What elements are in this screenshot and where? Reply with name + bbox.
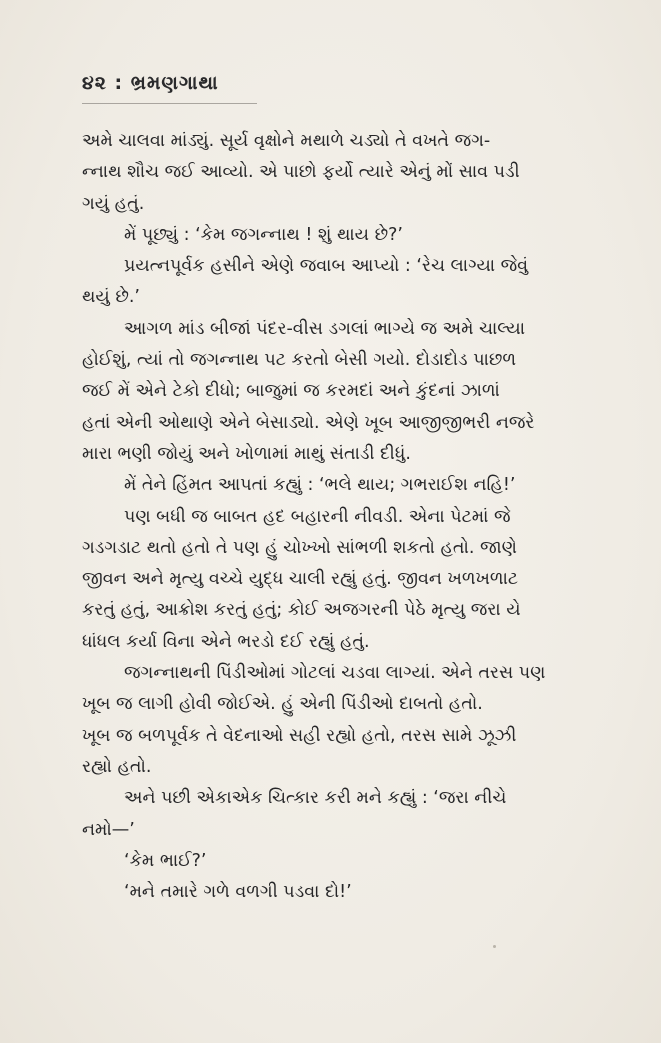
header-rule: [82, 103, 257, 104]
text-line: ગયું હતું.: [82, 193, 145, 214]
text-line: પણ બધી જ બાબત હદ બહારની નીવડી. એના પેટમાં જે: [124, 506, 511, 527]
text-line: મેં તેને હિંમત આપતાં કહ્યું : ‘ભલે થાય; ગભરાઈશ નહિ!’: [124, 475, 516, 496]
text-line: હતાં એની ઓથાણે એને બેસાડ્યો. એણે ખૂબ આજીજીભરી નજરે: [82, 412, 535, 433]
text-line: ‘મને તમારે ગળે વળગી પડવા દો!’: [124, 882, 352, 903]
text-line: આગળ માંડ બીજાં પંદર-વીસ ડગલાં ભાગ્યે જ અમે ચાલ્યા: [124, 318, 525, 339]
text-line: મારા ભણી જોયું અને ખોળામાં માથું સંતાડી દીધું.: [82, 443, 411, 464]
text-line: ન્નાથ શૌચ જઈ આવ્યો. એ પાછો ફર્યો ત્યારે એનું મોં સાવ પડી: [82, 162, 520, 183]
paper-speck: [493, 945, 496, 948]
text-line: જઈ મેં એને ટેકો દીધો; બાજુમાં જ કરમદાં અને કુંદનાં ઝાળાં: [82, 381, 500, 402]
text-line: હોઈશું, ત્યાં તો જગન્નાથ પટ કરતો બેસી ગયો. દોડાદોડ પાછળ: [82, 350, 517, 371]
text-line: અમે ચાલવા માંડ્યું. સૂર્ય વૃક્ષોને મથાળે ચડ્યો તે વખતે જગ-: [82, 131, 491, 151]
text-line: મેં પૂછ્યું : ‘કેમ જગન્નાથ ! શું થાય છે?’: [124, 224, 403, 245]
text-line: પ્રયત્નપૂર્વક હસીને એણે જવાબ આપ્યો : ‘રેચ લાગ્યા જેવું: [124, 256, 529, 277]
text-line: નમો—’: [82, 819, 135, 840]
text-line: ‘કેમ ભાઈ?’: [124, 850, 207, 871]
text-line: ગડગડાટ થતો હતો તે પણ હું ચોખ્ખો સાંભળી શકતો હતો. જાણે: [82, 537, 517, 558]
running-head: ૪૨ : ભ્રમણગાથા: [82, 72, 219, 94]
text-line: જીવન અને મૃત્યુ વચ્ચે યુદ્ધ ચાલી રહ્યું હતું. જીવન ખળખળાટ: [82, 569, 519, 590]
body-text: [82, 126, 606, 908]
text-line: ધાંધલ કર્યા વિના એને ભરડો દઈ રહ્યું હતું.: [82, 631, 370, 652]
text-line: થયું છે.’: [82, 287, 140, 308]
text-line: ખૂબ જ લાગી હોવી જોઈએ. હું એની પિંડીઓ દાબતો હતો.: [82, 694, 483, 715]
text-line: કરતું હતું, આક્રોશ કરતું હતું; કોઈ અજગરની પેઠે મૃત્યુ જરા યે: [82, 600, 521, 621]
text-line: જગન્નાથની પિંડીઓમાં ગોટલાં ચડવા લાગ્યાં. એને તરસ પણ: [124, 663, 546, 684]
text-line: રહ્યો હતો.: [82, 756, 152, 777]
text-line: ખૂબ જ બળપૂર્વક તે વેદનાઓ સહી રહ્યો હતો, તરસ સામે ઝૂઝી: [82, 725, 517, 746]
text-line: અને પછી એકાએક ચિત્કાર કરી મને કહ્યું : ‘જરા નીચે: [124, 788, 507, 809]
